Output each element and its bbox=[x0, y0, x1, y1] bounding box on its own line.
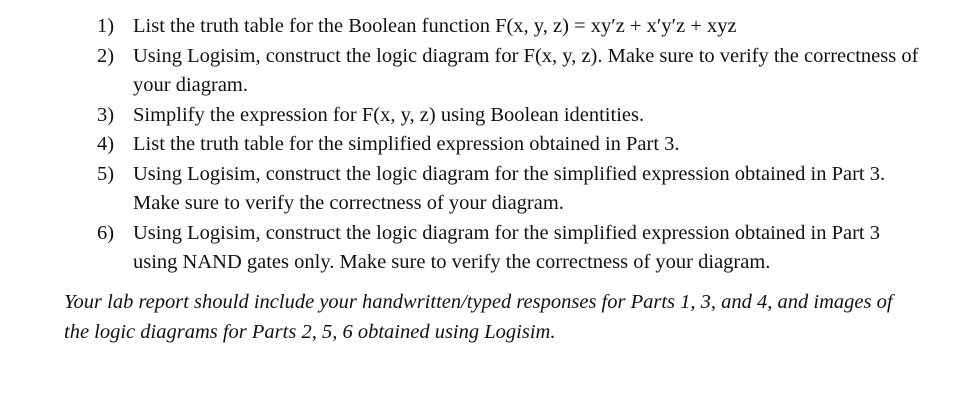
lab-report-note-line-1: Your lab report should include your handwritten/typed responses for Parts 1, 3, and 4, and images of bbox=[64, 291, 893, 313]
task-6-number: 6) bbox=[97, 222, 115, 244]
task-2-text-line-1: Using Logisim, construct the logic diagram for F(x, y, z). Make sure to verify the correctness of bbox=[133, 45, 919, 67]
task-6-text-line-1: Using Logisim, construct the logic diagram for the simplified expression obtained in Part 3 bbox=[133, 222, 880, 244]
task-3-number: 3) bbox=[97, 104, 115, 126]
task-5-text-line-1: Using Logisim, construct the logic diagram for the simplified expression obtained in Part 3. bbox=[133, 163, 886, 185]
task-1-number: 1) bbox=[97, 15, 115, 37]
task-2-number: 2) bbox=[97, 45, 115, 67]
task-5-text-line-2: Make sure to verify the correctness of your diagram. bbox=[133, 192, 564, 214]
task-6-text-line-2: using NAND gates only. Make sure to verify the correctness of your diagram. bbox=[133, 251, 771, 273]
task-1-text: List the truth table for the Boolean function F(x, y, z) = xy′z + x′y′z + xyz bbox=[133, 15, 737, 37]
task-5-number: 5) bbox=[97, 163, 115, 185]
task-3-text: Simplify the expression for F(x, y, z) using Boolean identities. bbox=[133, 104, 645, 126]
task-2-text-line-2: your diagram. bbox=[133, 74, 248, 96]
task-4-number: 4) bbox=[97, 133, 115, 155]
task-4-text: List the truth table for the simplified expression obtained in Part 3. bbox=[133, 133, 680, 155]
lab-report-note-line-2: the logic diagrams for Parts 2, 5, 6 obtained using Logisim. bbox=[64, 321, 556, 343]
